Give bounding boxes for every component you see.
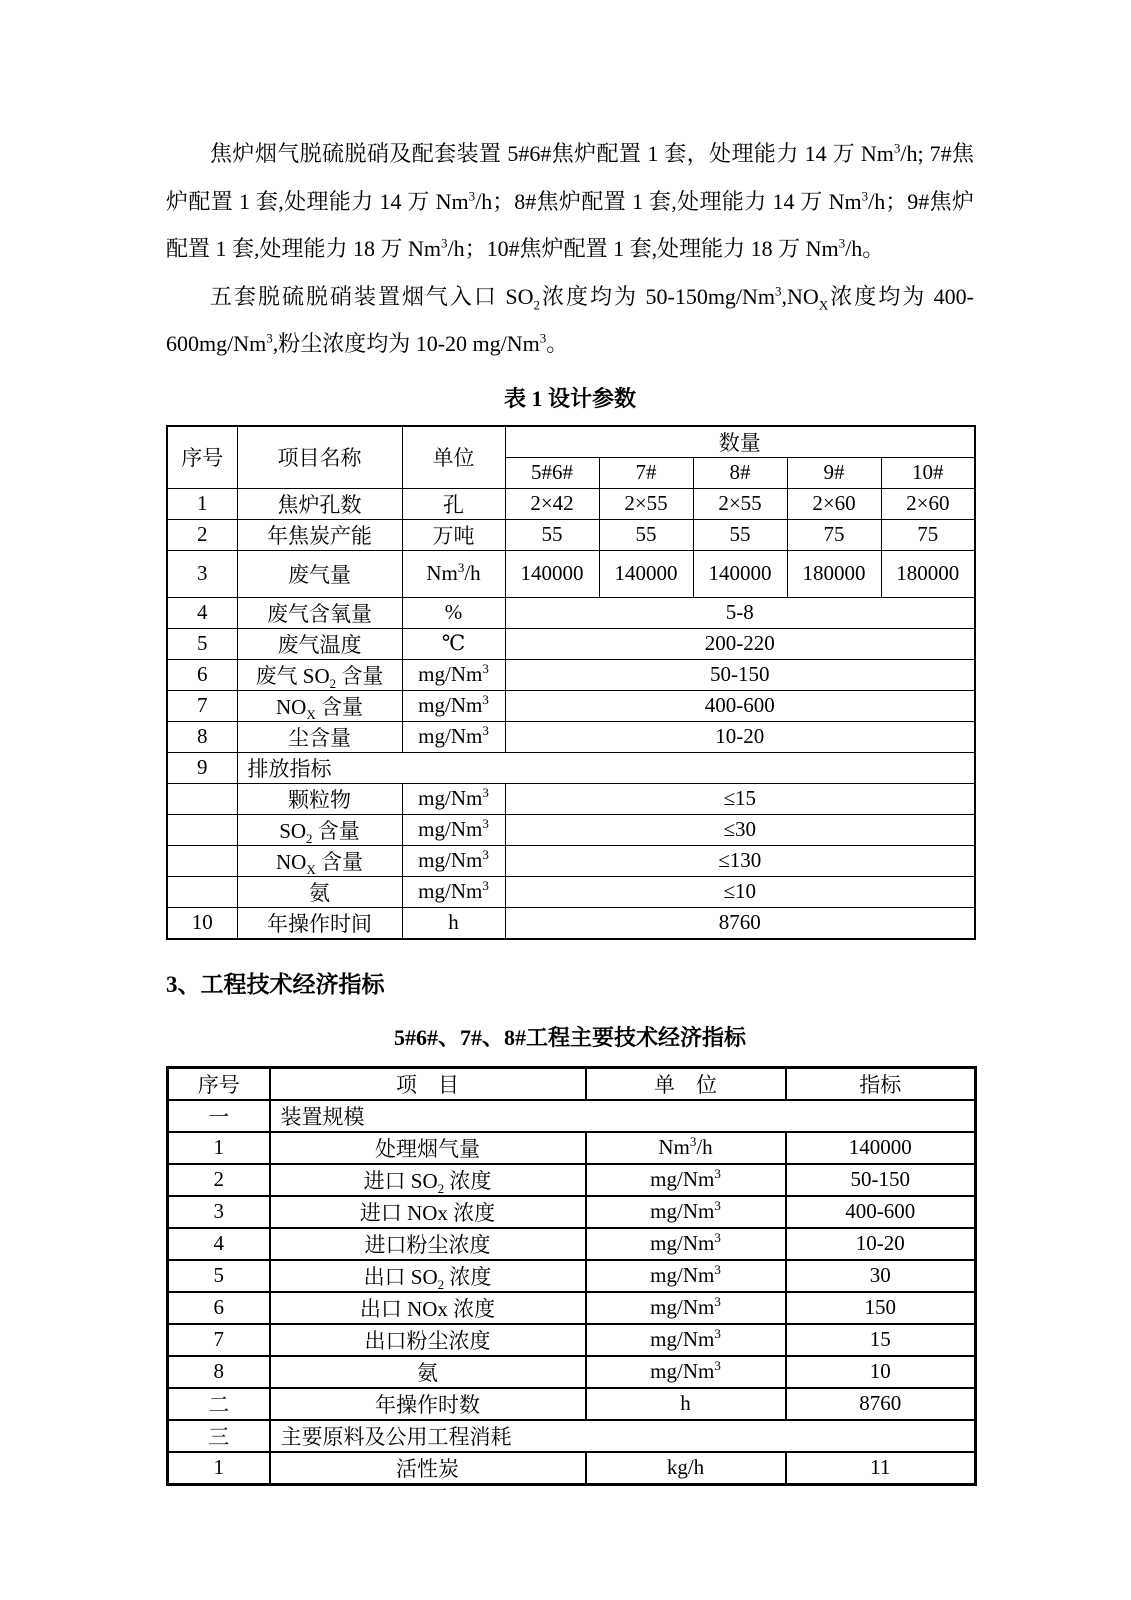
table1-header — [167, 426, 975, 489]
table-header-cell: 10# — [881, 457, 975, 488]
table-row — [167, 597, 975, 628]
table-row — [167, 628, 975, 659]
table-cell: 进口 $SO_2$ 浓度 — [270, 1164, 586, 1196]
table-row — [167, 488, 975, 519]
table-cell: 1 — [168, 1452, 270, 1485]
table-cell: mg/Nm$^3$ — [586, 1260, 786, 1292]
table-cell: ≤15 — [505, 783, 975, 814]
table-cell: 75 — [881, 519, 975, 550]
table-cell: 废气量 — [237, 550, 402, 597]
table-row — [168, 1356, 976, 1388]
table-row — [167, 519, 975, 550]
table-cell: 8760 — [505, 907, 975, 939]
table-header-cell: 序号 — [168, 1067, 270, 1100]
table-row — [167, 690, 975, 721]
table-cell: 年焦炭产能 — [237, 519, 402, 550]
table-cell: mg/Nm$^3$ — [402, 814, 505, 845]
table-cell: mg/Nm$^3$ — [586, 1356, 786, 1388]
table-row — [167, 659, 975, 690]
table-cell: 一 — [168, 1100, 270, 1132]
table-cell: 孔 — [402, 488, 505, 519]
table-cell: kg/h — [586, 1452, 786, 1485]
table-row — [167, 721, 975, 752]
table-row — [168, 1196, 976, 1228]
paragraph-1: 焦炉烟气脱硫脱硝及配套装置 5#6#焦炉配置 1 套，处理能力 14 万 Nm$^3$/h; 7#焦炉配置 1 套,处理能力 14 万 Nm$^3$/h；8#焦炉配置 1 套,处理能力 14 万 Nm$^3$/h；9#焦炉配置 1 套,处理能力 18 万 Nm$^3$/h；10#焦炉配置 1 套,处理能力 18 万 Nm$^3$/h。 — [166, 140, 974, 261]
table-cell: 活性炭 — [270, 1452, 586, 1485]
table-cell — [167, 783, 237, 814]
table-cell: mg/Nm$^3$ — [402, 845, 505, 876]
table-row — [168, 1292, 976, 1324]
table-cell: 10 — [786, 1356, 976, 1388]
table-cell: ≤130 — [505, 845, 975, 876]
table-header-cell: 数量 — [505, 426, 975, 458]
table-row — [167, 426, 975, 458]
table-cell: 2×55 — [599, 488, 693, 519]
section-heading: 3、工程技术经济指标 — [166, 971, 385, 997]
table-header-cell: 8# — [693, 457, 787, 488]
table-cell: 7 — [168, 1324, 270, 1356]
table-cell: h — [402, 907, 505, 939]
table2-body — [168, 1100, 976, 1485]
table-cell: 尘含量 — [237, 721, 402, 752]
table-cell: 2 — [167, 519, 237, 550]
table-row — [167, 876, 975, 907]
table-cell: mg/Nm$^3$ — [586, 1164, 786, 1196]
table-cell: 1 — [168, 1132, 270, 1164]
table-cell: 排放指标 — [237, 752, 975, 783]
table-cell: % — [402, 597, 505, 628]
table-cell: h — [586, 1388, 786, 1420]
table-row — [168, 1067, 976, 1100]
table-cell: 氨 — [270, 1356, 586, 1388]
table-header-cell: 项 目 — [270, 1067, 586, 1100]
table-cell: 150 — [786, 1292, 976, 1324]
table-cell: mg/Nm$^3$ — [402, 659, 505, 690]
table-cell: 8760 — [786, 1388, 976, 1420]
table-cell — [167, 876, 237, 907]
table-row — [167, 814, 975, 845]
table-row — [168, 1324, 976, 1356]
table-cell: 10-20 — [505, 721, 975, 752]
table-cell: ≤10 — [505, 876, 975, 907]
table-cell: ≤30 — [505, 814, 975, 845]
table-cell: mg/Nm$^3$ — [402, 783, 505, 814]
document-page — [166, 0, 974, 1486]
table-cell: 4 — [168, 1228, 270, 1260]
table-cell: 30 — [786, 1260, 976, 1292]
table-header-cell: 单位 — [402, 426, 505, 489]
table-row — [167, 907, 975, 939]
table-cell: 50-150 — [786, 1164, 976, 1196]
table-cell: 焦炉孔数 — [237, 488, 402, 519]
table-cell: 11 — [786, 1452, 976, 1485]
table-cell: 2×60 — [787, 488, 881, 519]
table-cell: $SO_2$ 含量 — [237, 814, 402, 845]
table-cell: 进口 NOx 浓度 — [270, 1196, 586, 1228]
table1-body — [167, 488, 975, 939]
table-row — [168, 1452, 976, 1485]
table-cell: 氨 — [237, 876, 402, 907]
table-cell: 出口 $SO_2$ 浓度 — [270, 1260, 586, 1292]
table-cell: mg/Nm$^3$ — [586, 1196, 786, 1228]
table-cell: 三 — [168, 1420, 270, 1452]
table-cell: 2×42 — [505, 488, 599, 519]
table-cell: 5 — [167, 628, 237, 659]
table-cell: 3 — [168, 1196, 270, 1228]
table-cell: 4 — [167, 597, 237, 628]
table-cell: mg/Nm$^3$ — [586, 1292, 786, 1324]
table-header-cell: 单 位 — [586, 1067, 786, 1100]
table-cell: 2×55 — [693, 488, 787, 519]
table-row — [168, 1388, 976, 1420]
table-cell: mg/Nm$^3$ — [402, 690, 505, 721]
table-cell: 处理烟气量 — [270, 1132, 586, 1164]
table-cell: 140000 — [599, 550, 693, 597]
table-cell: 出口 NOx 浓度 — [270, 1292, 586, 1324]
table-cell: 废气温度 — [237, 628, 402, 659]
table-header-cell: 5#6# — [505, 457, 599, 488]
table-cell — [167, 845, 237, 876]
table1-title: 表 1 设计参数 — [503, 385, 636, 411]
table-row — [168, 1100, 976, 1132]
table-cell: 180000 — [787, 550, 881, 597]
table-row — [167, 550, 975, 597]
table-cell: 140000 — [693, 550, 787, 597]
table-header-cell: 7# — [599, 457, 693, 488]
table-cell: 400-600 — [505, 690, 975, 721]
design-parameters-table — [166, 425, 976, 940]
table-cell: 140000 — [505, 550, 599, 597]
table-cell: 颗粒物 — [237, 783, 402, 814]
table-header-cell: 序号 — [167, 426, 237, 489]
table-cell: mg/Nm$^3$ — [586, 1228, 786, 1260]
paragraph-2: 五套脱硫脱硝装置烟气入口 $SO_2$浓度均为 $50-150mg/Nm^3,NO_X$浓度均为 400-600mg/Nm$^3$,粉尘浓度均为 10-20 mg/Nm$^3$。 — [166, 283, 975, 356]
table-cell: 主要原料及公用工程消耗 — [270, 1420, 976, 1452]
table-cell: 55 — [505, 519, 599, 550]
table-cell: 75 — [787, 519, 881, 550]
table2-header — [168, 1067, 976, 1100]
table-cell: 50-150 — [505, 659, 975, 690]
table-cell: 6 — [168, 1292, 270, 1324]
table-cell: 年操作时数 — [270, 1388, 586, 1420]
table-cell: 1 — [167, 488, 237, 519]
table-cell: 10 — [167, 907, 237, 939]
table-cell: 10-20 — [786, 1228, 976, 1260]
table-cell: 2×60 — [881, 488, 975, 519]
table-header-cell: 项目名称 — [237, 426, 402, 489]
table-cell: 140000 — [786, 1132, 976, 1164]
table-cell: 15 — [786, 1324, 976, 1356]
table-cell: mg/Nm$^3$ — [402, 876, 505, 907]
table-cell: Nm$^3$/h — [586, 1132, 786, 1164]
table-cell: 2 — [168, 1164, 270, 1196]
table2-title: 5#6#、7#、8#工程主要技术经济指标 — [393, 1024, 746, 1050]
table-cell: 9 — [167, 752, 237, 783]
table-cell: 180000 — [881, 550, 975, 597]
tech-economic-indicators-table — [166, 1066, 977, 1486]
table-row — [168, 1420, 976, 1452]
table-row — [167, 783, 975, 814]
table-cell: 万吨 — [402, 519, 505, 550]
table-cell: 进口粉尘浓度 — [270, 1228, 586, 1260]
table-cell: 废气含氧量 — [237, 597, 402, 628]
table-cell: 8 — [168, 1356, 270, 1388]
table-cell: 3 — [167, 550, 237, 597]
table-cell: 6 — [167, 659, 237, 690]
table-header-cell: 9# — [787, 457, 881, 488]
table-cell — [167, 814, 237, 845]
table-cell: $NO_X$ 含量 — [237, 845, 402, 876]
table-cell: mg/Nm$^3$ — [586, 1324, 786, 1356]
table-row — [167, 752, 975, 783]
table-cell: ℃ — [402, 628, 505, 659]
table-cell: 装置规模 — [270, 1100, 976, 1132]
table-cell: 5 — [168, 1260, 270, 1292]
table-cell: $NO_X$ 含量 — [237, 690, 402, 721]
table-cell: 7 — [167, 690, 237, 721]
table-cell: 废气 $SO_2$ 含量 — [237, 659, 402, 690]
table-row — [167, 845, 975, 876]
table-cell: 200-220 — [505, 628, 975, 659]
table-header-cell: 指标 — [786, 1067, 976, 1100]
table-cell: Nm$^3$/h — [402, 550, 505, 597]
table-row — [168, 1164, 976, 1196]
table-cell: 出口粉尘浓度 — [270, 1324, 586, 1356]
table-row — [168, 1228, 976, 1260]
table-row — [168, 1132, 976, 1164]
table-cell: 5-8 — [505, 597, 975, 628]
table-cell: 年操作时间 — [237, 907, 402, 939]
table-cell: mg/Nm$^3$ — [402, 721, 505, 752]
table-cell: 8 — [167, 721, 237, 752]
table-cell: 55 — [599, 519, 693, 550]
table-cell: 55 — [693, 519, 787, 550]
table-cell: 400-600 — [786, 1196, 976, 1228]
table-row — [168, 1260, 976, 1292]
table-cell: 二 — [168, 1388, 270, 1420]
